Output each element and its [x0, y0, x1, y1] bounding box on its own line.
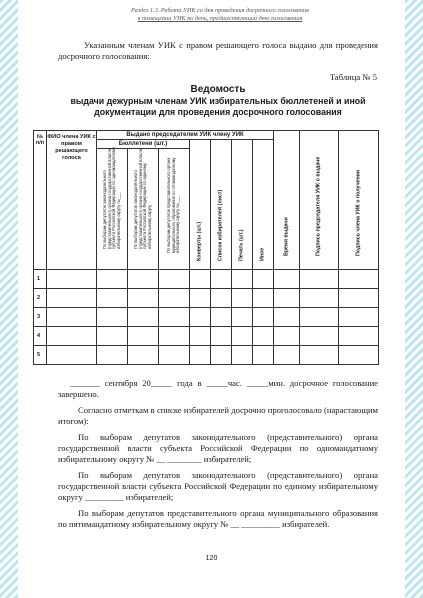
- paragraph-unified: По выборам депутатов законодательного (представительного) органа государственной власти субъекта Российской Федерации по единому избирательному округу _________ избирателей;: [58, 470, 378, 502]
- document-title: Ведомость: [190, 84, 246, 95]
- col-header-envelopes: [190, 140, 211, 270]
- table-row: [34, 289, 379, 308]
- voter-list-label: Список избирателей (лист): [217, 189, 224, 261]
- issuance-table: [33, 130, 379, 365]
- running-header: [60, 7, 380, 23]
- row-number: 2: [34, 289, 47, 308]
- col-header-ballot-municipal: [159, 149, 190, 270]
- table-label: Таблица № 5: [329, 72, 377, 82]
- ballot-municipal-label: По выборам депутатов представительного органа муниципального образования по пятимандатному избирательному округу №___: [166, 157, 181, 254]
- col-header-stamp: [232, 140, 253, 270]
- col-header-member-signature: [339, 131, 379, 270]
- table-row: [34, 270, 379, 289]
- row-number: 3: [34, 308, 47, 327]
- completion-statement: _______ сентября 20_____ года в _____час. _____мин. досрочное голосование завершено.: [58, 378, 378, 399]
- decorative-stripe-right: [405, 0, 423, 598]
- page-number: 120: [205, 555, 218, 562]
- col-header-chair-signature: [300, 131, 339, 270]
- row-number: 1: [34, 270, 47, 289]
- decorative-stripe-left: [0, 0, 18, 598]
- header-line-1: Раздел 1.3. Работа УИК со дня проведения досрочного голосования: [131, 7, 309, 14]
- col-header-other: [253, 140, 274, 270]
- paragraph-single-mandate: По выборам депутатов законодательного (представительного) органа государственной власти субъекта Российской Федерации по одномандатному избирательному округу № __ ________ избирателей;: [58, 432, 378, 464]
- table-row: [34, 327, 379, 346]
- col-header-time: [274, 131, 300, 270]
- header-line-2: в помещении УИК по день, предшествующий дню голосования: [137, 15, 303, 22]
- paragraph-municipal: По выборам депутатов представительного органа муниципального образования по пятимандатному избирательному округу № __ _________ избирателей.: [58, 508, 378, 529]
- paragraph-totals: Согласно отметкам в списке избирателей досрочно проголосовало (нарастающим итогом):: [58, 405, 378, 426]
- col-header-number: № п/п: [34, 131, 47, 270]
- table-row: [34, 346, 379, 365]
- intro-text: Указанным членам УИК с правом решающего голоса выдано для проведения досрочного голосования:: [58, 40, 378, 61]
- document-subtitle: выдачи дежурным членам УИК избирательных бюллетеней и иной документации для проведения досрочного голосования: [70, 96, 366, 117]
- col-header-ballot-unified: [128, 149, 159, 270]
- ballot-single-label: По выборам депутатов законодательного (представительного) органа государственной власти субъекта Российской Федерации по одномандатному избирательному округу №___: [101, 146, 121, 249]
- member-signature-label: Подпись члена УИК о получении: [355, 170, 362, 257]
- col-header-ballot-single: [97, 146, 128, 270]
- other-label: Иное: [259, 247, 266, 261]
- row-number: 4: [34, 327, 47, 346]
- col-header-fio: ФИО члена УИК с правом решающего голоса: [47, 131, 97, 270]
- ballot-unified-label: По выборам депутатов законодательного (представительного) органа государственной власти субъекта Российской Федерации по единому избирательному округу: [132, 148, 152, 249]
- table-row: [34, 308, 379, 327]
- time-label: Время выдачи: [283, 217, 290, 257]
- row-number: 5: [34, 346, 47, 365]
- col-header-voter-list: [211, 140, 232, 270]
- table-body: [34, 270, 379, 365]
- col-header-ballots: Бюллетени (шт.): [97, 140, 190, 149]
- envelopes-label: Конверты (шт.): [196, 221, 203, 261]
- col-header-issued: Выдано председателем УИК члену УИК: [97, 131, 274, 140]
- stamp-label: Печать (шт.): [238, 229, 245, 261]
- chair-signature-label: Подпись председателя УИК о выдаче: [315, 157, 322, 257]
